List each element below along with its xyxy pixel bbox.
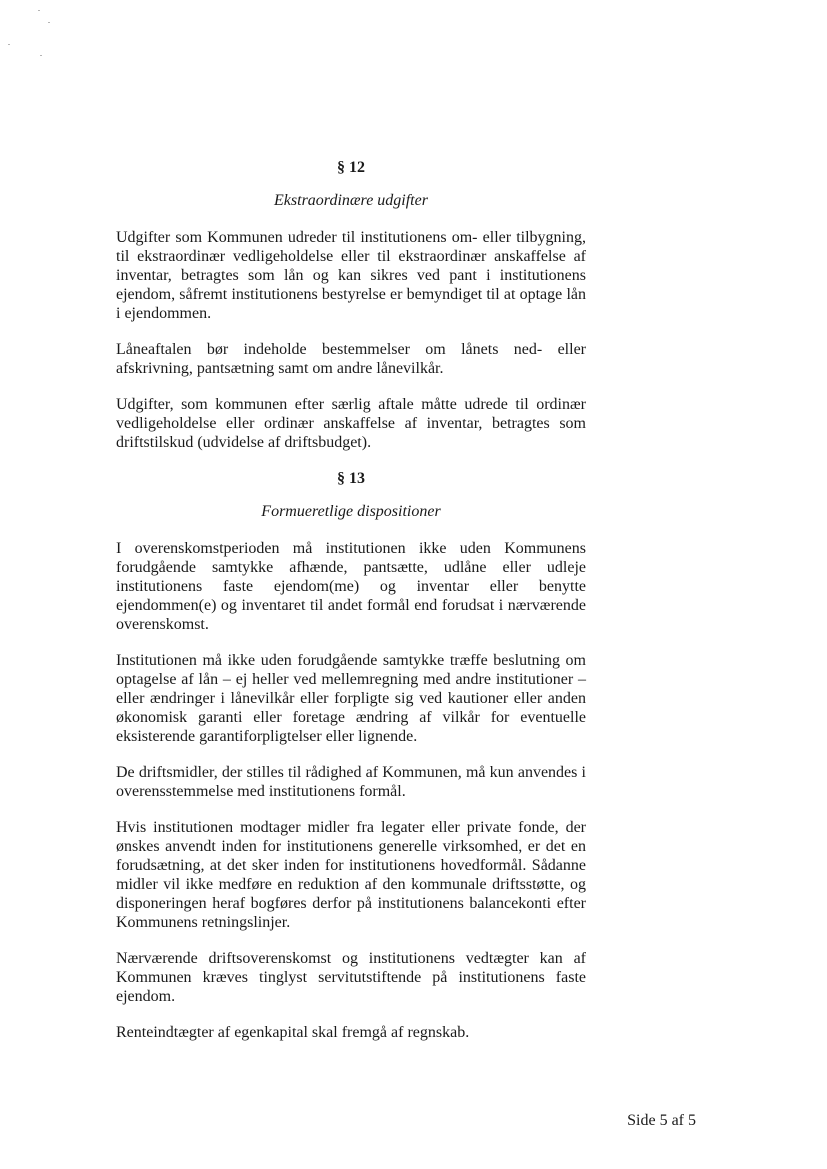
paragraph: Låneaftalen bør indeholde bestemmelser om lånets ned- eller afskrivning, pantsætning samt om andre lånevilkår. bbox=[116, 341, 586, 377]
section-number: § 13 bbox=[337, 470, 365, 487]
scan-speck bbox=[38, 10, 40, 11]
section-title: Formueretlige dispositioner bbox=[261, 503, 441, 520]
paragraph: Renteindtægter af egenkapital skal fremgå af regnskab. bbox=[116, 1024, 470, 1041]
document-body bbox=[116, 158, 586, 1059]
scan-speck bbox=[8, 44, 10, 45]
paragraph: De driftsmidler, der stilles til rådighed af Kommunen, må kun anvendes i overensstemmelse med institutionens formål. bbox=[116, 764, 586, 800]
section-title: Ekstraordinære udgifter bbox=[274, 192, 428, 209]
paragraph: Nærværende driftsoverenskomst og institutionens vedtægter kan af Kommunen kræves tinglyst servitutstiftende på institutionens faste ejendom. bbox=[116, 950, 586, 1005]
section-13 bbox=[116, 469, 586, 1042]
page-number: Side 5 af 5 bbox=[627, 1112, 696, 1129]
paragraph: Institutionen må ikke uden forudgående samtykke træffe beslutning om optagelse af lån – ej heller ved mellemregning med andre institutioner – eller ændringer i lånevilkår eller forpligte sig ved kautioner eller anden økonomisk garanti eller foretage ændring af vilkår for eventuelle eksisterende garantiforpligtelser eller lignende. bbox=[116, 652, 586, 745]
paragraph: I overenskomstperioden må institutionen ikke uden Kommunens forudgående samtykke afhænde, pantsætte, udlåne eller udleje institutionens faste ejendom(me) og inventar eller benytte ejendommen(e) og inventaret til andet formål end forudsat i nærværende overenskomst. bbox=[116, 540, 586, 633]
paragraph: Udgifter, som kommunen efter særlig aftale måtte udrede til ordinær vedligeholdelse eller ordinær anskaffelse af inventar, betragtes som driftstilskud (udvidelse af driftsbudget). bbox=[116, 396, 586, 451]
paragraph: Hvis institutionen modtager midler fra legater eller private fonde, der ønskes anvendt inden for institutionens generelle virksomhed, er det en forudsætning, at det sker inden for institutionens hovedformål. Sådanne midler vil ikke medføre en reduktion af den kommunale driftsstøtte, og disponeringen heraf bogføres derfor på institutionens balancekonti efter Kommunens retningslinjer. bbox=[116, 819, 586, 931]
scan-speck bbox=[40, 55, 42, 56]
scan-speck bbox=[48, 22, 50, 23]
paragraph: Udgifter som Kommunen udreder til institutionens om- eller tilbygning, til ekstraordinær vedligeholdelse eller til ekstraordinær anskaffelse af inventar, betragtes som lån og kan sikres ved pant i institutionens ejendom, såfremt institutionens bestyrelse er bemyndiget til at optage lån i ejendommen. bbox=[116, 229, 586, 322]
section-12 bbox=[116, 158, 586, 452]
section-number: § 12 bbox=[337, 159, 365, 176]
